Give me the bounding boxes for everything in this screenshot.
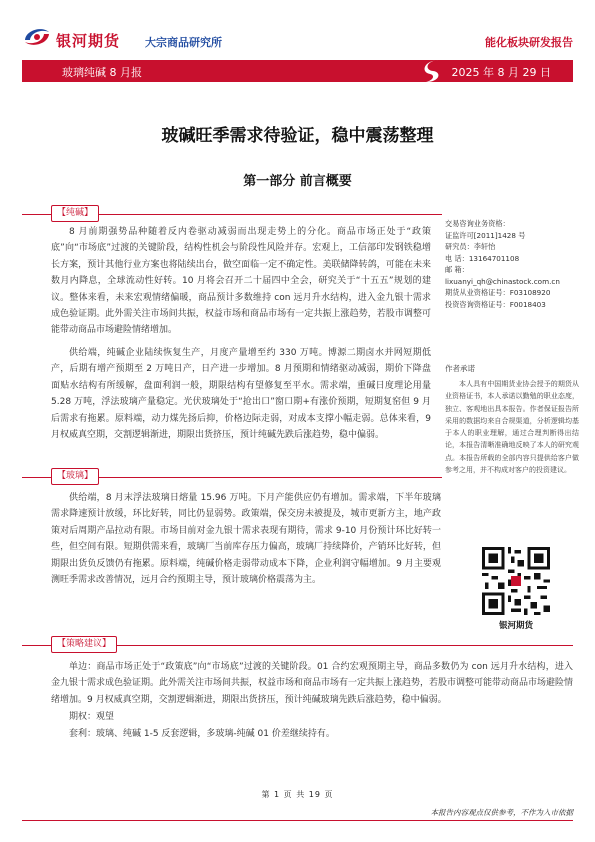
info-line: 交易咨询业务资格： [445,219,510,228]
title-banner [22,60,573,82]
info-line: 投资咨询资格证号：F0018403 [445,299,546,309]
soda-ash-paragraph-2: 供给端，纯碱企业陆续恢复生产，月度产量增至约 330 万吨。博源二期卤水并网短期低产，后期有增产预期至 2 万吨日产，日产进一步增加。8 月预期和情绪驱动减弱，期价下降盘面贴水结构有所缓解，盘面利润一般，期限结构有望修复至平水。需求端，重碱日度理论用量 5.28 万吨，浮法玻璃产量稳定。光伏玻璃处于“抢出口”窗口期+有涨价预期，短期复窑但 9 月后需求有拖累。原料端，动力煤先扬后抑，价格边际走弱，对成本支撑小幅走弱。总体来看，9 月权威真空期，交割逻辑渐进，期限出货挤压，预计纯碱先跌后涨趋势，稳中偏弱。 [51,348,431,441]
swoosh-icon [418,58,448,84]
info-line: 证监许可[2011]1428 号 [445,230,526,240]
footer-divider [22,820,573,821]
logo-text: 银河期货 [56,32,121,50]
info-line: 电 话：13164701108 [445,253,520,263]
analyst-info [445,218,578,310]
page-header [0,0,595,58]
strategy-arbitrage: 套利：玻璃、纯碱 1-5 反套逻辑，多玻璃-纯碱 01 价差继续持有。 [69,729,335,739]
section-subtitle: 第一部分 前言概要 [243,174,352,189]
author-disclaimer: 本人具有中国期货业协会授予的期货从业资格证书，本人承诺以勤勉的职业态度，独立、客观地出具本报告。作者保证报告所采用的数据均来自合规渠道，分析逻辑均基于本人的职业理解，通过合理判断得出结论，本报告清晰准确地反映了本人的研究观点。本报告所载的全部内容只提供给客户做参考之用，并不构成对客户的投资建议。 [445,380,579,475]
galaxy-futures-logo-icon [22,26,52,48]
email-link[interactable]: lixuanyi_qh@chinastock.com.cn [445,276,560,286]
page-number: 第 1 页 共 19 页 [261,790,334,799]
footer-note: 本报告内容观点仅供参考，不作为入市依据 [430,808,573,817]
report-name: 玻璃纯碱 8 月报 [62,66,142,79]
section-tag-strategy: 【策略建议】 [51,636,117,653]
section-tag-glass: 【玻璃】 [51,468,99,485]
info-line: 研究员：李轩怡 [445,242,496,251]
report-series: 能化板块研发报告 [485,36,573,49]
strategy-paragraph-1: 单边：商品市场正处于“政策底”向“市场底”过渡的关键阶段。01 合约宏观预期主导，商品多数仍为 con 远月升水结构，进入金九银十需求成色验证期。此外需关注市场间共振，权益市场和商品市场有一定共振上涨趋势，若股市调整可能带动商品市场避险情绪增加。9 月权威真空期，交割逻辑渐进，期限出货挤压，预计纯碱玻璃先跌后涨趋势，稳中偏弱。 [51,662,574,705]
qr-label: 银河期货 [498,621,533,631]
report-date: 2025 年 8 月 29 日 [451,66,551,79]
qr-code-icon [482,547,550,615]
institute-name: 大宗商品研究所 [145,36,222,49]
info-line: 邮 箱： [445,265,469,274]
section-tag-soda-ash: 【纯碱】 [51,205,99,222]
disclaimer-heading: 作者承诺 [445,364,475,373]
strategy-options: 期权：观望 [69,712,115,722]
page-title: 玻碱旺季需求待验证，稳中震荡整理 [161,126,434,146]
glass-paragraph-1: 供给端，8 月末浮法玻璃日熔量 15.96 万吨。下月产能供应仍有增加。需求端，下半年玻璃需求降速预计放缓，环比好转，同比仍显弱势。政策端，保交房未被提及，城市更新方主，地产政策对后周期产品拉动有限。市场目前对金九银十需求表现有期待，需求 9-10 月份预计环比好转一些，但空间有限。短期供需来看，玻璃厂当前库存压力偏高，玻璃厂持续降价，产销环比好转，但期限出货负反馈仍有拖累。原料端，纯碱价格走弱带动成本下降，企业利润守幅增加。9 月主要观测旺季需求改善情况，远月合约预期主导，预计玻璃价格震荡为主。 [51,493,441,586]
info-line: 期货从业资格证号：F03108920 [445,288,551,297]
soda-ash-paragraph-1: 8 月前期强势品种随着反内卷驱动减弱而出现走势上的分化。商品市场正处于“政策底”向“市场底”过渡的关键阶段，结构性机会与阶段性风险并存。宏观上，工信部印发钢铁稳增长方案，预计其他行业方案也将陆续出台，做空面临一定不确定性。美联储降转鸽，可能在未来数月内降息，全球流动性好转。10 月将会召开二十届四中全会，研究关于“十五五”规划的建议。整体来看，未来宏观情绪偏暖，商品预计多数维持 con 远月升水结构，进入金九银十需求成色验证期。此外需关注市场间共振，权益市场和商品市场有一定共振上涨趋势，若股市调整可能带动商品市场避险情绪增加。 [51,227,431,336]
